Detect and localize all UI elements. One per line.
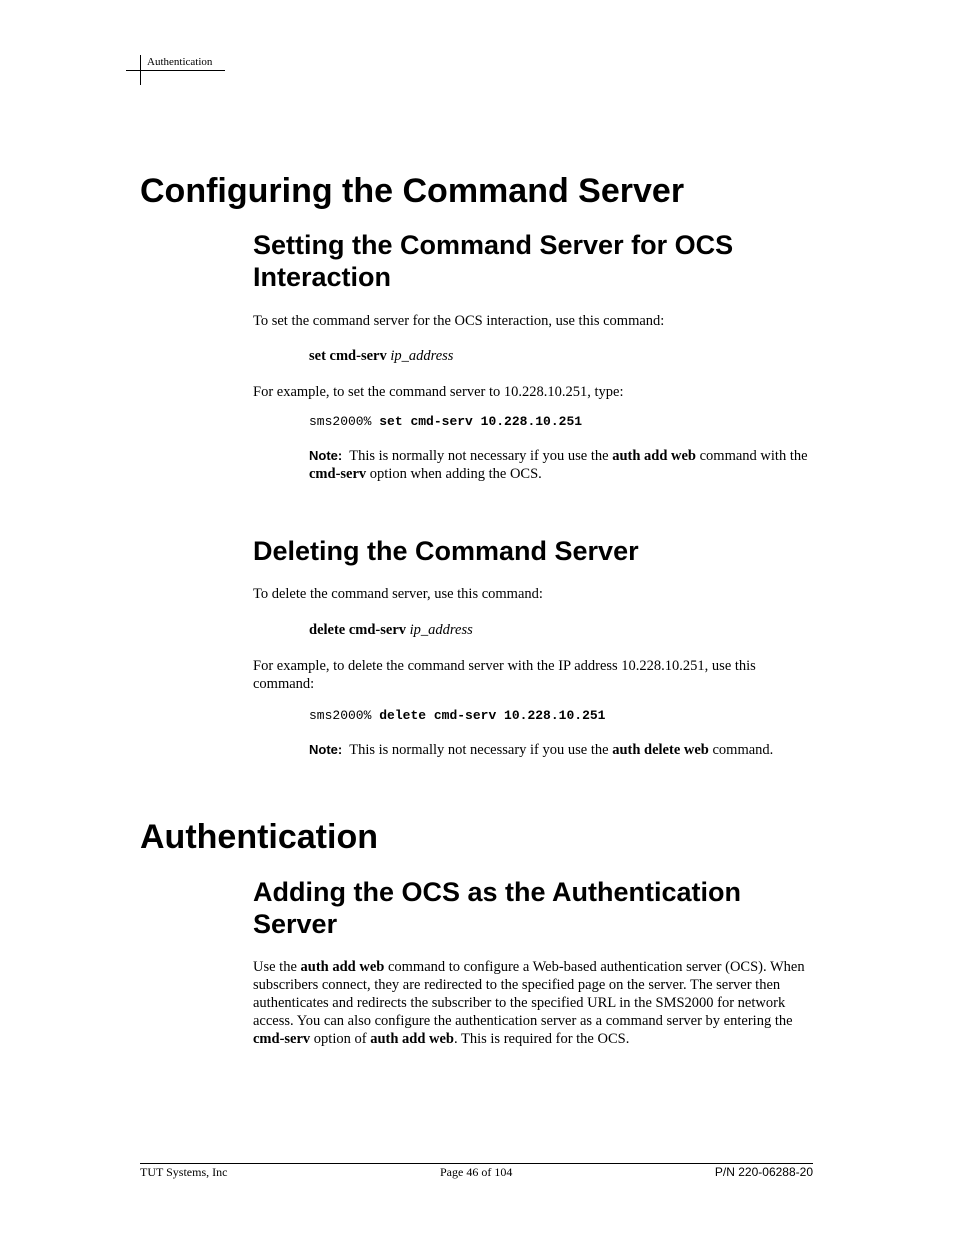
- body-text: option of: [310, 1031, 371, 1047]
- subsection-heading-delete-cmd: Deleting the Command Server: [253, 536, 639, 566]
- cli-prompt: sms2000%: [309, 414, 372, 429]
- paragraph-adding-ocs: [253, 958, 815, 1048]
- note-text: command with the: [696, 448, 808, 464]
- section-title-authentication: Authentication: [140, 818, 378, 856]
- note-label: Note:: [309, 742, 343, 757]
- heading-line: Setting the Command Server for OCS: [253, 230, 734, 260]
- cli-command: delete cmd-serv 10.228.10.251: [379, 708, 606, 723]
- body-text: . This is required for the OCS.: [454, 1031, 630, 1047]
- subsection-heading-set-cmd: [253, 229, 813, 293]
- body-text: Use the: [253, 959, 301, 975]
- inline-command: auth add web: [300, 959, 385, 975]
- crop-mark-horizontal: [126, 70, 225, 71]
- footer-company: TUT Systems, Inc: [140, 1165, 228, 1179]
- command-syntax-delete: [309, 621, 473, 639]
- note-text: This is normally not necessary if you use the: [349, 742, 613, 758]
- note-delete: [309, 741, 819, 759]
- note-text: command.: [708, 742, 774, 758]
- paragraph-delete-example: For example, to delete the command server with the IP address 10.228.10.251, use this command:: [253, 658, 756, 692]
- note-option: cmd-serv: [309, 466, 367, 482]
- note-text: This is normally not necessary if you use the: [349, 448, 613, 464]
- note-command: auth delete web: [612, 742, 709, 758]
- inline-command: auth add web: [370, 1031, 454, 1047]
- command-name: set cmd-serv: [309, 348, 387, 364]
- footer-part-number: P/N 220-06288-20: [714, 1165, 813, 1179]
- code-example-set: [309, 413, 582, 431]
- heading-line: Interaction: [253, 262, 392, 292]
- note-text: option when adding the OCS.: [366, 466, 542, 482]
- inline-option: cmd-serv: [253, 1031, 311, 1047]
- command-argument: ip_address: [409, 622, 473, 638]
- note-command: auth add web: [612, 448, 696, 464]
- paragraph-set-intro: To set the command server for the OCS interaction, use this command:: [253, 313, 665, 329]
- heading-line: Adding the OCS as the Authentication: [253, 877, 742, 907]
- footer-page-number: Page 46 of 104: [440, 1165, 513, 1179]
- cli-command: set cmd-serv 10.228.10.251: [379, 414, 583, 429]
- running-head: Authentication: [147, 56, 213, 68]
- cli-prompt: sms2000%: [309, 708, 372, 723]
- body-text: command to configure a Web-based authentication server (OCS). When subscribers connect, they are redirected to the specified page on the server. The server then authenticates and redirects the subscriber to the specified URL in the SMS2000 for network access. You can also configure the authentication server as a command server by entering the: [253, 959, 805, 1029]
- command-argument: ip_address: [390, 348, 454, 364]
- note-set: [309, 447, 819, 483]
- footer-rule: [140, 1163, 813, 1164]
- note-label: Note:: [309, 448, 343, 463]
- heading-line: Server: [253, 909, 338, 939]
- subsection-heading-adding-ocs: [253, 876, 813, 940]
- code-example-delete: [309, 707, 605, 725]
- command-name: delete cmd-serv: [309, 622, 407, 638]
- paragraph-set-example: For example, to set the command server to 10.228.10.251, type:: [253, 384, 624, 400]
- section-title-configuring: Configuring the Command Server: [140, 172, 685, 210]
- paragraph-delete-intro: To delete the command server, use this command:: [253, 586, 543, 602]
- command-syntax-set: [309, 347, 453, 365]
